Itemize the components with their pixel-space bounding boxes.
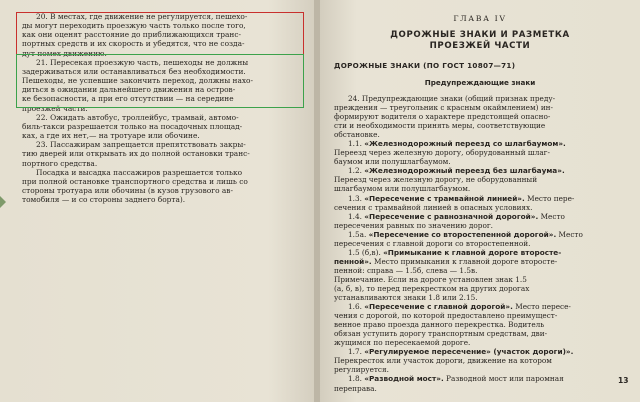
text-line: томобиля — и со стороны заднего борта). [22,195,186,205]
item-number: 1.5а. [348,229,369,239]
text-line [334,130,626,139]
text-line: биль-такси разрешается только на посадочных площад- [22,121,243,131]
body-text: 24. Предупреждающие знаки (общий признак преду- [348,94,556,103]
body-text: формируют водителя о характере предстоящей опасно- [334,112,551,122]
body-text: шлагбаумом или полушлагбаумом. [334,184,471,194]
chapter-title-line-1: ДОРОЖНЫЕ ЗНАКИ И РАЗМЕТКА [390,30,570,40]
text-line [334,320,626,329]
text-line: ках, а где их нет,— на тротуаре или обочине. [22,131,200,141]
text-line [334,221,626,230]
text-line: портных средств и их скорость и убедятся, что не созда- [22,39,245,49]
sign-name: «Пересечение с трамвайной линией». [364,193,525,203]
text-line [334,212,626,221]
text-line: портного средства. [22,158,98,168]
text-line [334,248,626,257]
body-text: регулируется. [334,365,389,375]
body-text: чения с дорогой, по которой предоставлено преимущест- [334,311,558,321]
text-line: как они оценят расстояние до приближающихся транс- [22,30,241,40]
text-line: 23. Пассажирам запрещается препятствовать закры- [36,140,246,150]
body-text: венное право проезда данного перекрестка. Водитель [334,320,545,330]
body-text: Разводной мост или паромная [443,374,564,384]
text-line [334,121,626,130]
sign-name: «Железнодорожный переезд со шлагбаумом». [364,139,566,149]
text-line [334,139,626,148]
body-text: Место пересе- [512,302,571,312]
item-number: 1.7. [348,347,365,357]
body-text: переправа. [334,383,377,393]
book-gutter [314,0,320,402]
text-line [334,338,626,347]
text-line [334,112,626,121]
right-page-content [334,10,629,393]
sign-name: пенной». [334,256,372,266]
body-text: Место пере- [524,193,575,203]
body-text: Место [538,211,565,221]
text-line [334,203,626,212]
text-line [334,374,629,385]
text-line: стороны тротуара или обочины (в кузов грузового ав- [22,185,233,195]
sign-name: «Пересечение с главной дорогой». [364,302,513,312]
body-text: обязан уступить дорогу транспортным средствам, дви- [334,329,548,339]
text-line: при полной остановке транспортного средства и лишь со [22,176,248,186]
text-line: диться в ожидании дальнейшего движения на остров- [22,85,236,95]
sign-name: «Разводной мост». [364,374,444,384]
body-text: баумом или полушлагбаумом. [334,157,451,167]
chapter-title-line-2: ПРОЕЗЖЕЙ ЧАСТИ [429,41,531,51]
text-line [334,166,626,175]
body-text: обстановке. [334,130,380,140]
section-heading: ДОРОЖНЫЕ ЗНАКИ (ПО ГОСТ 10807—71) [334,61,516,70]
text-line [334,103,626,112]
item-number: 1.3. [348,193,365,203]
page-edge-marker-icon [0,196,6,208]
item-number: 1.1. [348,139,365,149]
text-line [334,329,626,338]
sign-name: «Пересечение со второстепенной дорогой». [368,229,557,239]
subsection-heading: Предупреждающие знаки [424,78,536,87]
text-line: 22. Ожидать автобус, троллейбус, трамвай, автомо- [36,112,239,122]
text-line [334,175,626,184]
body-text: (а, б, в), то перед перекрестком на других дорогах [334,283,530,293]
body-text: Переезд через железную дорогу, не оборудованный [334,175,538,185]
text-line [334,266,626,275]
text-line [334,148,626,157]
text-line [334,94,626,103]
body-text: Переезд через железную дорогу, оборудованный шлаг- [334,148,550,158]
text-line [334,184,626,193]
body-text: пересечения равных по значению дорог. [334,220,494,230]
item-number: 1.8. [348,374,365,384]
chapter-label: ГЛАВА IV [453,14,507,23]
sign-name: «Железнодорожный переезд без шлагбаума». [364,166,565,176]
text-line: Посадка и высадка пассажиров разрешается только [36,167,243,177]
text-line [334,194,626,203]
text-line: 21. Пересекая проезжую часть, пешеходы не должны [36,57,249,67]
body-text: пенной: справа — 1.5б, слева — 1.5в. [334,265,478,275]
item-number: 1.5 (б,в). [348,247,384,257]
item-number: 1.6. [348,302,365,312]
text-line [334,293,626,302]
text-line [334,356,626,365]
text-line: 20. В местах, где движение не регулируется, пешехо- [36,12,248,21]
item-number: 1.4. [348,211,365,221]
body-text: сти и необходимости принять меры, соответствующие [334,121,546,131]
text-line [334,311,626,320]
body-text: устанавливаются знаки 1.8 или 2.15. [334,293,478,303]
body-text: жущимся по пересекаемой дороге. [334,338,471,348]
text-line [334,347,626,356]
text-line [334,239,626,248]
body-text: Место [556,229,583,239]
text-line [334,230,626,239]
text-line [334,365,626,374]
text-line: ды могут переходить проезжую часть только после того, [22,21,246,31]
sign-name: «Примыкание к главной дороге второсте- [383,247,562,257]
right-page-text [334,94,629,393]
text-line: проезжей части. [22,103,88,113]
left-page-text [22,12,298,204]
text-line: ке безопасности, а при его отсутствии — на середине [22,94,234,104]
sign-name: «Регулируемое пересечение» (участок дороги)». [364,347,574,357]
body-text: пересечения с главной дороги со второстепенной. [334,238,531,248]
text-line [334,302,626,311]
body-text: сечения с трамвайной линией в опасных условиях. [334,202,533,212]
body-text: Место примыкания к главной дороге второсте- [371,256,558,266]
text-line [334,275,626,284]
page-number: 13 [618,376,629,385]
text-line: тию дверей или открывать их до полной остановки транс- [22,149,250,159]
text-line [334,157,626,166]
text-line [334,284,626,293]
body-text: преждения — треугольник с красным окаймлением) ин- [334,103,554,113]
text-line [334,257,626,266]
text-line [334,384,626,393]
sign-name: «Пересечение с равнозначной дорогой». [364,211,539,221]
body-text: Примечание. Если на дороге установлен знак 1.5 [334,274,527,284]
text-line: Пешеходы, не успевшие закончить переход, должны нахо- [22,76,254,86]
text-line: дут помех движению. [22,48,107,58]
text-line: задерживаться или останавливаться без необходимости. [22,66,246,76]
item-number: 1.2. [348,166,365,176]
body-text: Перекресток или участок дороги, движение на котором [334,356,552,366]
